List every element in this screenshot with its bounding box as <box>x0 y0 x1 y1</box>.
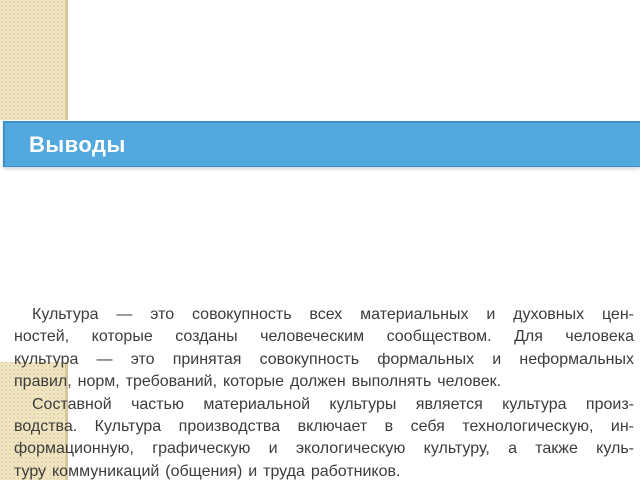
paragraph <box>14 394 634 480</box>
content-panel <box>0 120 640 480</box>
section-header-banner <box>3 121 640 167</box>
text-line: Составной частью материальной культуры является культура произ- <box>32 395 634 413</box>
text-block <box>14 304 634 480</box>
paragraph <box>14 304 634 394</box>
text-line: ностей, которые созданы человеческим сообществом. Для человека <box>14 328 634 346</box>
text-line: правил, норм, требований, которые должен выполнять человек. <box>14 373 502 391</box>
section-title: Выводы <box>29 131 126 157</box>
text-line: водства. Культура производства включает в себя технологическую, ин- <box>14 418 634 436</box>
text-line: культура — это принятая совокупность формальных и неформальных <box>14 350 634 368</box>
text-line: формационную, графическую и экологическую культуру, а также куль- <box>14 440 634 458</box>
text-line: Культура — это совокупность всех материальных и духовных цен- <box>32 306 634 323</box>
text-line: туру коммуникаций (общения) и труда работников. <box>14 462 401 480</box>
